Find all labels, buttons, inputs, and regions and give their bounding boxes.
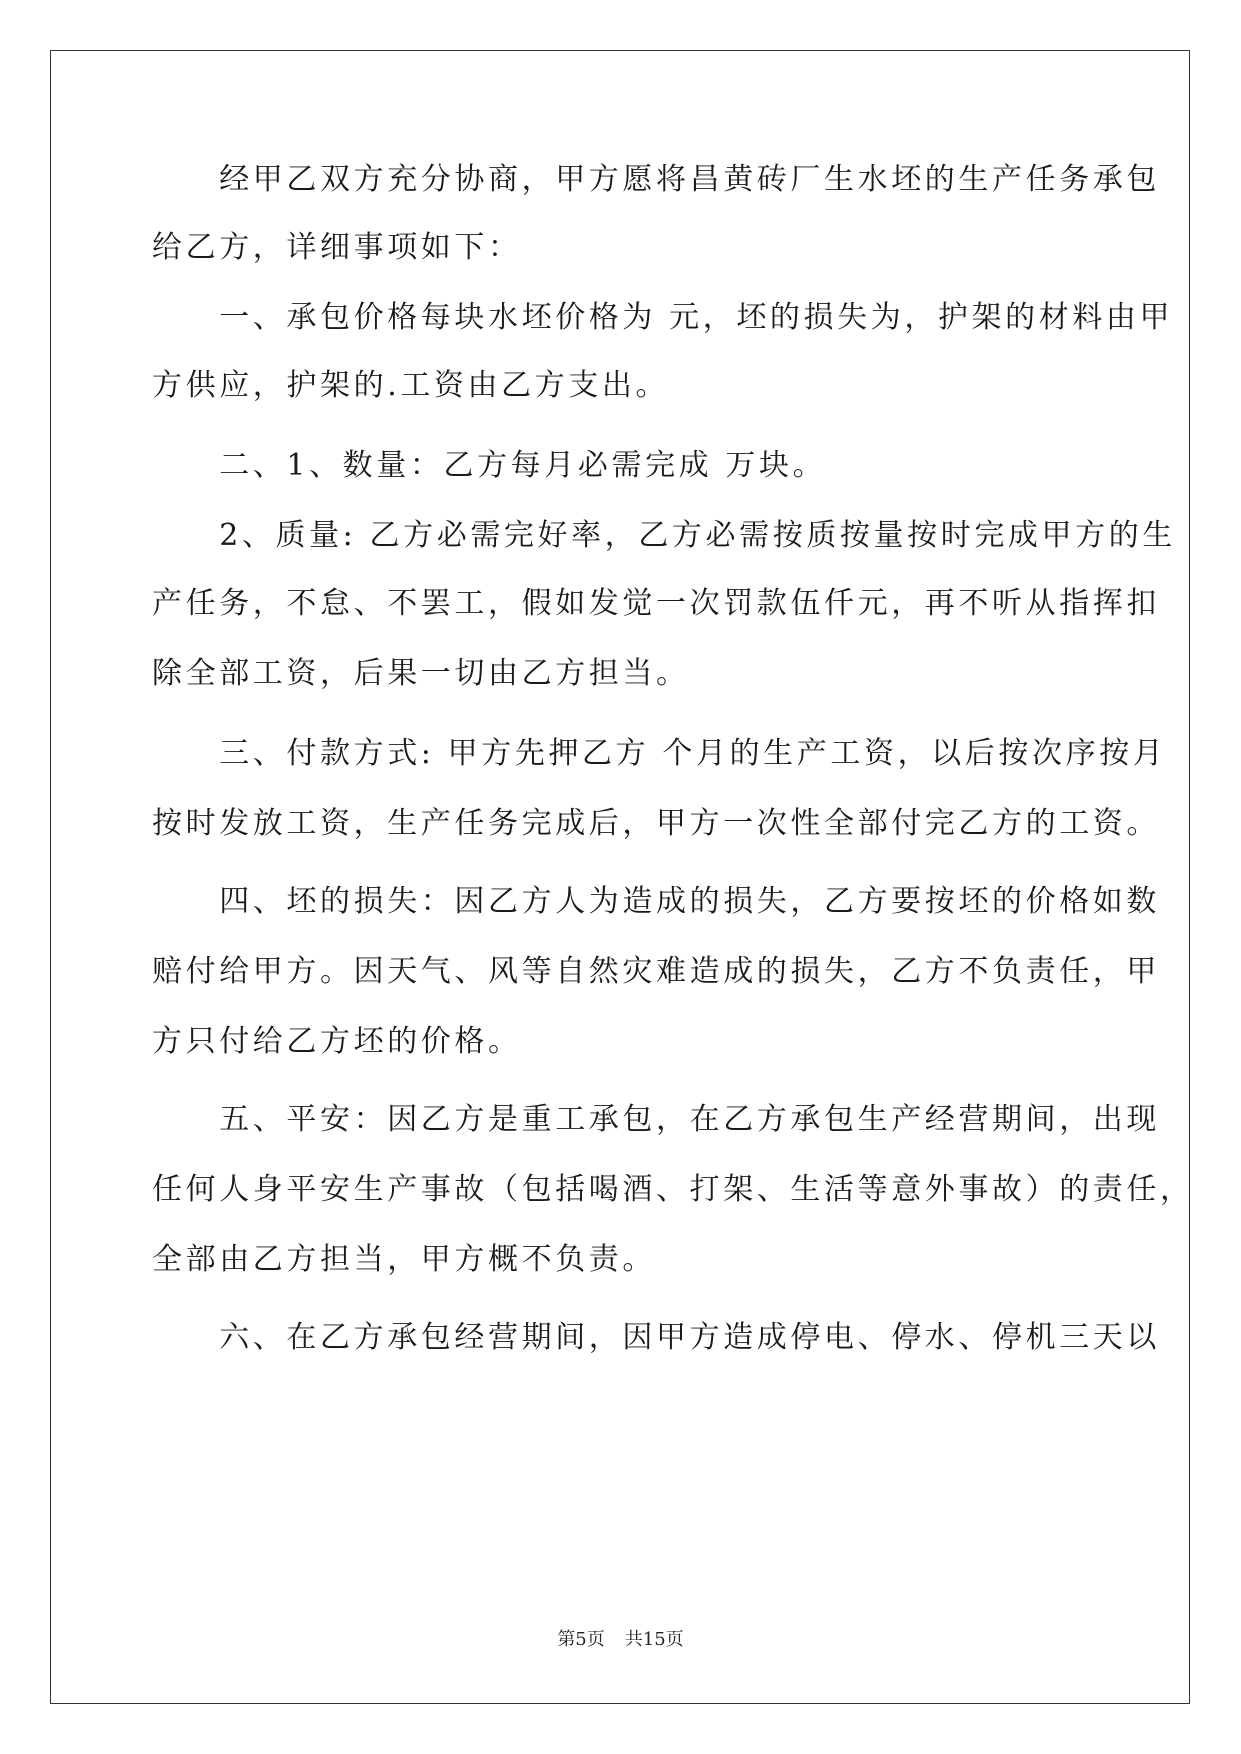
text-line: 一、承包价格每块水坯价格为 元，坯的损失为，护架的材料由甲 xyxy=(152,300,1174,335)
text-line: 方供应，护架的.工资由乙方支出。 xyxy=(152,368,670,403)
text-line: 全部由乙方担当，甲方概不负责。 xyxy=(152,1242,656,1277)
page-footer xyxy=(0,1628,1241,1652)
text-line: 给乙方，详细事项如下： xyxy=(152,230,522,265)
text-line: 任何人身平安生产事故（包括喝酒、打架、生活等意外事故）的责任， xyxy=(152,1172,1194,1207)
page-total: 共15页 xyxy=(624,1629,684,1650)
page-number: 第5页 xyxy=(557,1629,605,1650)
text-line: 除全部工资，后果一切由乙方担当。 xyxy=(152,656,690,691)
text-line: 五、平安：因乙方是重工承包，在乙方承包生产经营期间，出现 xyxy=(152,1102,1160,1137)
text-line: 产任务，不怠、不罢工，假如发觉一次罚款伍仟元，再不听从指挥扣 xyxy=(152,586,1160,621)
text-line: 六、在乙方承包经营期间，因甲方造成停电、停水、停机三天以 xyxy=(152,1320,1160,1355)
text-line: 按时发放工资，生产任务完成后，甲方一次性全部付完乙方的工资。 xyxy=(152,806,1160,841)
text-line: 2、质量: 乙方必需完好率，乙方必需按质按量按时完成甲方的生 xyxy=(152,518,1176,553)
text-line: 方只付给乙方坯的价格。 xyxy=(152,1024,522,1059)
text-line: 四、坯的损失：因乙方人为造成的损失，乙方要按坯的价格如数 xyxy=(152,884,1160,919)
text-line: 经甲乙双方充分协商，甲方愿将昌黄砖厂生水坯的生产任务承包 xyxy=(152,162,1160,197)
text-line: 三、付款方式: 甲方先押乙方 个月的生产工资，以后按次序按月 xyxy=(152,736,1167,771)
text-line: 二、1、数量：乙方每月必需完成 万块。 xyxy=(152,448,827,483)
text-line: 赔付给甲方。因天气、风等自然灾难造成的损失，乙方不负责任，甲 xyxy=(152,954,1160,989)
